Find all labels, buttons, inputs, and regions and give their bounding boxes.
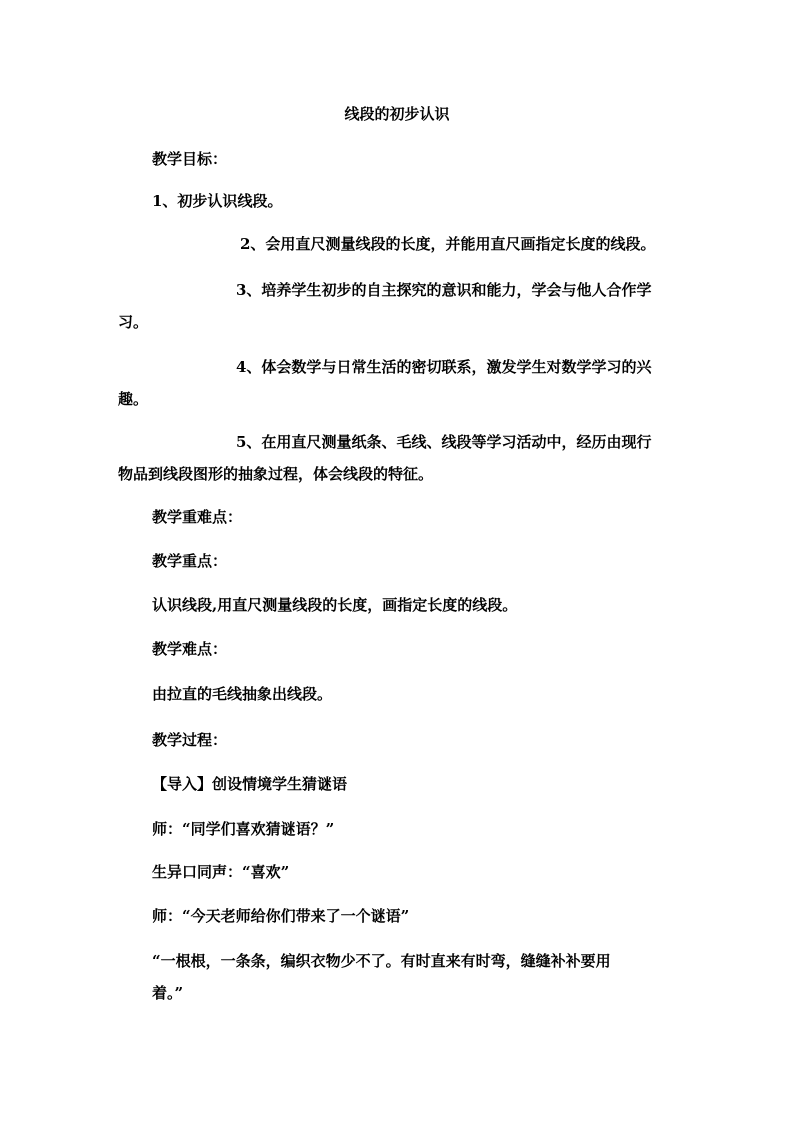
text-line: 教学目标：	[152, 150, 228, 168]
text-line: 物品到线段图形的抽象过程，体会线段的特征。	[118, 465, 434, 483]
text-line: 师：“同学们喜欢猜谜语？”	[152, 820, 335, 838]
text-line: 师：“今天老师给你们带来了一个谜语”	[152, 907, 410, 925]
text-line: 趣。	[118, 390, 149, 408]
text-line: 由拉直的毛线抽象出线段。	[152, 685, 333, 703]
document-title: 线段的初步认识	[344, 105, 450, 123]
text-line: 教学重点：	[152, 552, 228, 570]
text-line: 【导入】创设情境学生猜谜语	[152, 775, 348, 793]
text-line: 认识线段,用直尺测量线段的长度，画指定长度的线段。	[152, 596, 518, 614]
text-line: 着。”	[152, 984, 184, 1002]
text-line: 4、体会数学与日常生活的密切联系，激发学生对数学学习的兴	[236, 358, 652, 376]
text-line: 习。	[118, 313, 149, 331]
text-line: 教学过程：	[152, 731, 228, 749]
text-line: 教学重难点：	[152, 508, 243, 526]
text-line: 2、会用直尺测量线段的长度，并能用直尺画指定长度的线段。	[240, 235, 656, 253]
text-line: 教学难点：	[152, 640, 228, 658]
text-line: 1、初步认识线段。	[152, 192, 283, 210]
text-line: 3、培养学生初步的自主探究的意识和能力，学会与他人合作学	[236, 281, 652, 299]
text-line: 5、在用直尺测量纸条、毛线、线段等学习活动中，经历由现行	[236, 433, 652, 451]
text-line: “一根根，一条条，编织衣物少不了。有时直来有时弯，缝缝补补要用	[152, 952, 611, 970]
text-line: 生异口同声：“喜欢”	[152, 863, 290, 881]
